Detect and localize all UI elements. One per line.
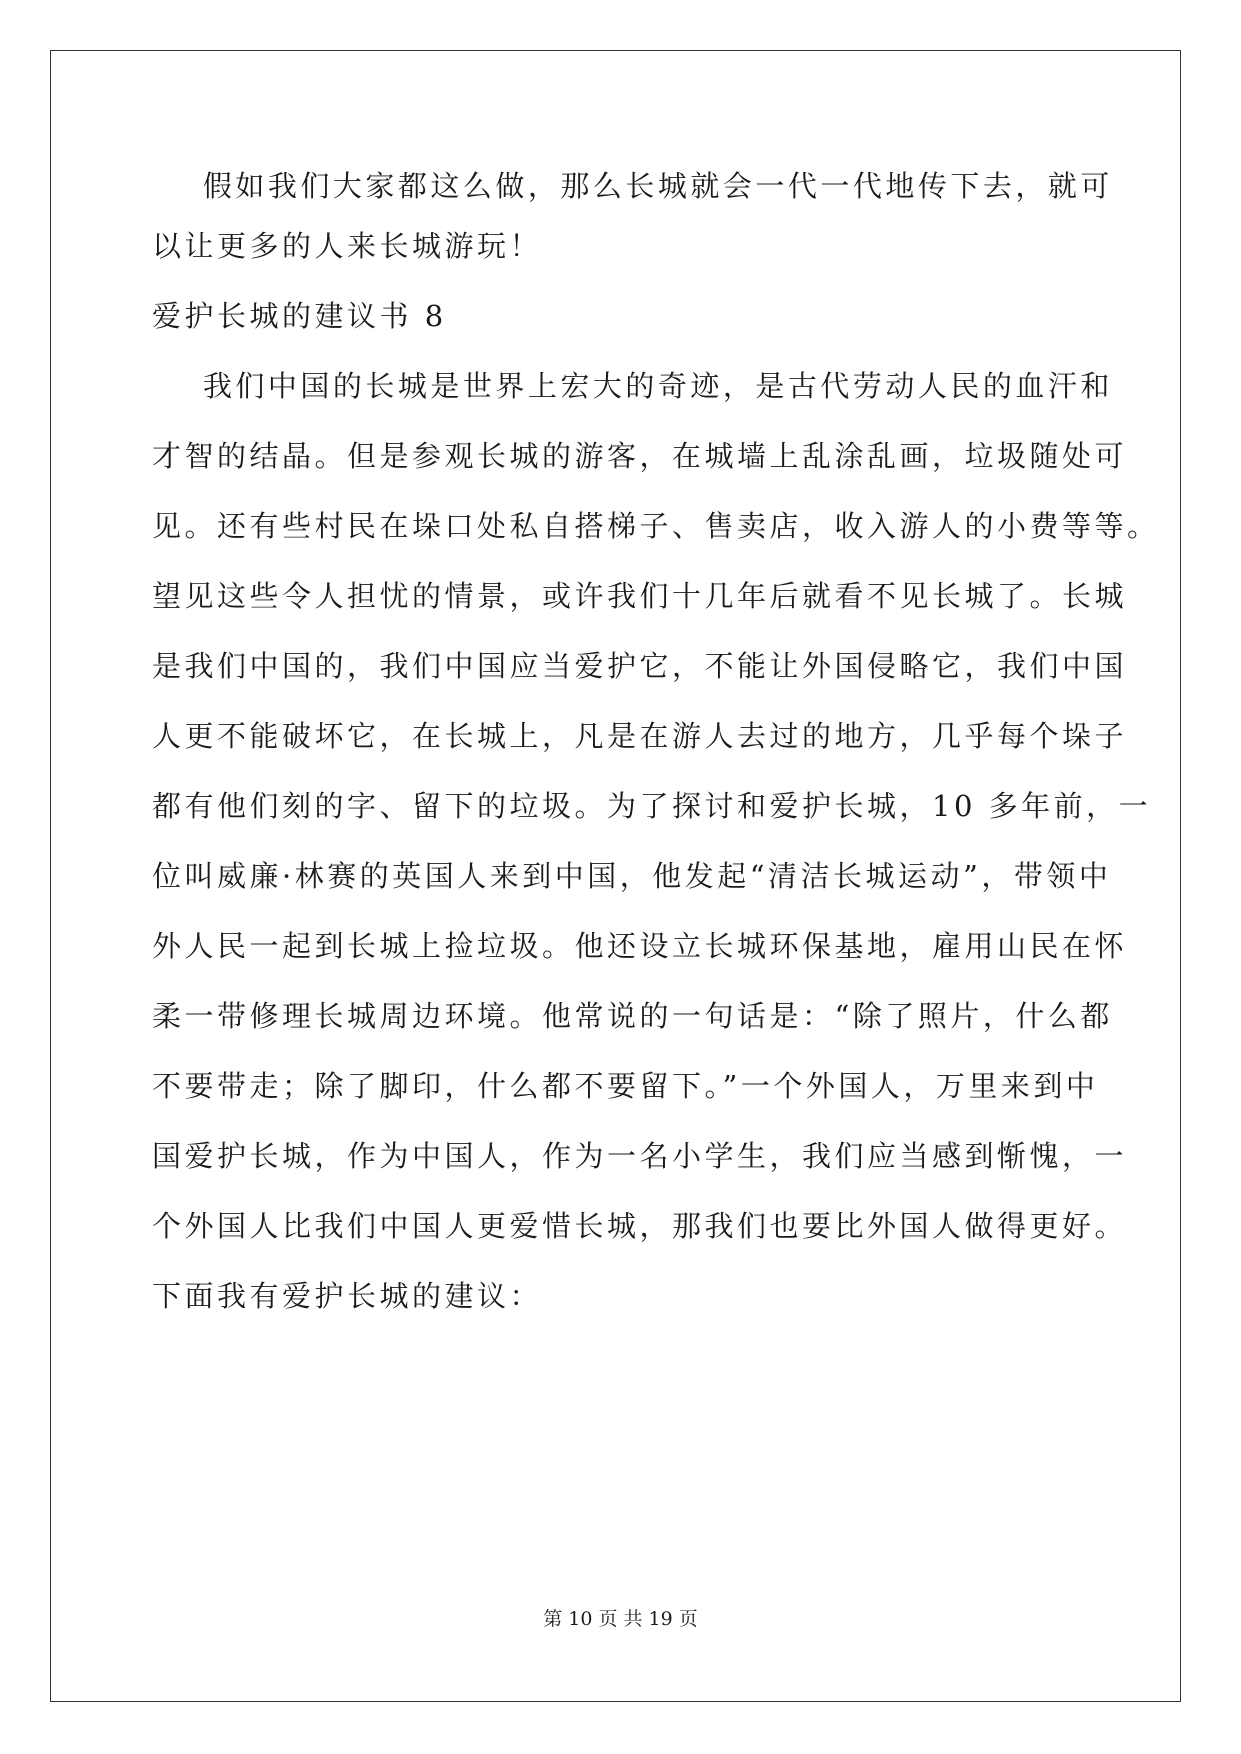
paragraph-line: 柔一带修理长城周边环境。他常说的一句话是：“除了照片，什么都	[152, 999, 1113, 1033]
page-number: 第 10 页 共 19 页	[543, 1608, 698, 1630]
paragraph-line: 假如我们大家都这么做，那么长城就会一代一代地传下去，就可	[152, 169, 1113, 203]
paragraph-line: 人更不能破坏它，在长城上，凡是在游人去过的地方，几乎每个垛子	[152, 719, 1128, 753]
paragraph-line: 都有他们刻的字、留下的垃圾。为了探讨和爱护长城，10 多年前，一	[152, 789, 1152, 823]
paragraph-line: 是我们中国的，我们中国应当爱护它，不能让外国侵略它，我们中国	[152, 649, 1128, 683]
paragraph-line: 望见这些令人担忧的情景，或许我们十几年后就看不见长城了。长城	[152, 579, 1128, 613]
paragraph-line: 我们中国的长城是世界上宏大的奇迹，是古代劳动人民的血汗和	[152, 369, 1113, 403]
paragraph-line: 不要带走；除了脚印，什么都不要留下。”一个外国人，万里来到中	[152, 1069, 1099, 1103]
paragraph-line: 位叫威廉·林赛的英国人来到中国，他发起“清洁长城运动”，带领中	[152, 859, 1112, 893]
section-heading: 爱护长城的建议书 8	[152, 299, 447, 333]
paragraph-line: 才智的结晶。但是参观长城的游客，在城墙上乱涂乱画，垃圾随处可	[152, 439, 1128, 473]
paragraph-line: 国爱护长城，作为中国人，作为一名小学生，我们应当感到惭愧，一	[152, 1139, 1128, 1173]
paragraph-line: 见。还有些村民在垛口处私自搭梯子、售卖店，收入游人的小费等等。	[152, 509, 1160, 543]
paragraph-line: 外人民一起到长城上捡垃圾。他还设立长城环保基地，雇用山民在怀	[152, 929, 1128, 963]
paragraph-line: 个外国人比我们中国人更爱惜长城，那我们也要比外国人做得更好。	[152, 1209, 1128, 1243]
paragraph-line: 下面我有爱护长城的建议：	[152, 1279, 543, 1313]
paragraph-line: 以让更多的人来长城游玩！	[152, 229, 543, 263]
